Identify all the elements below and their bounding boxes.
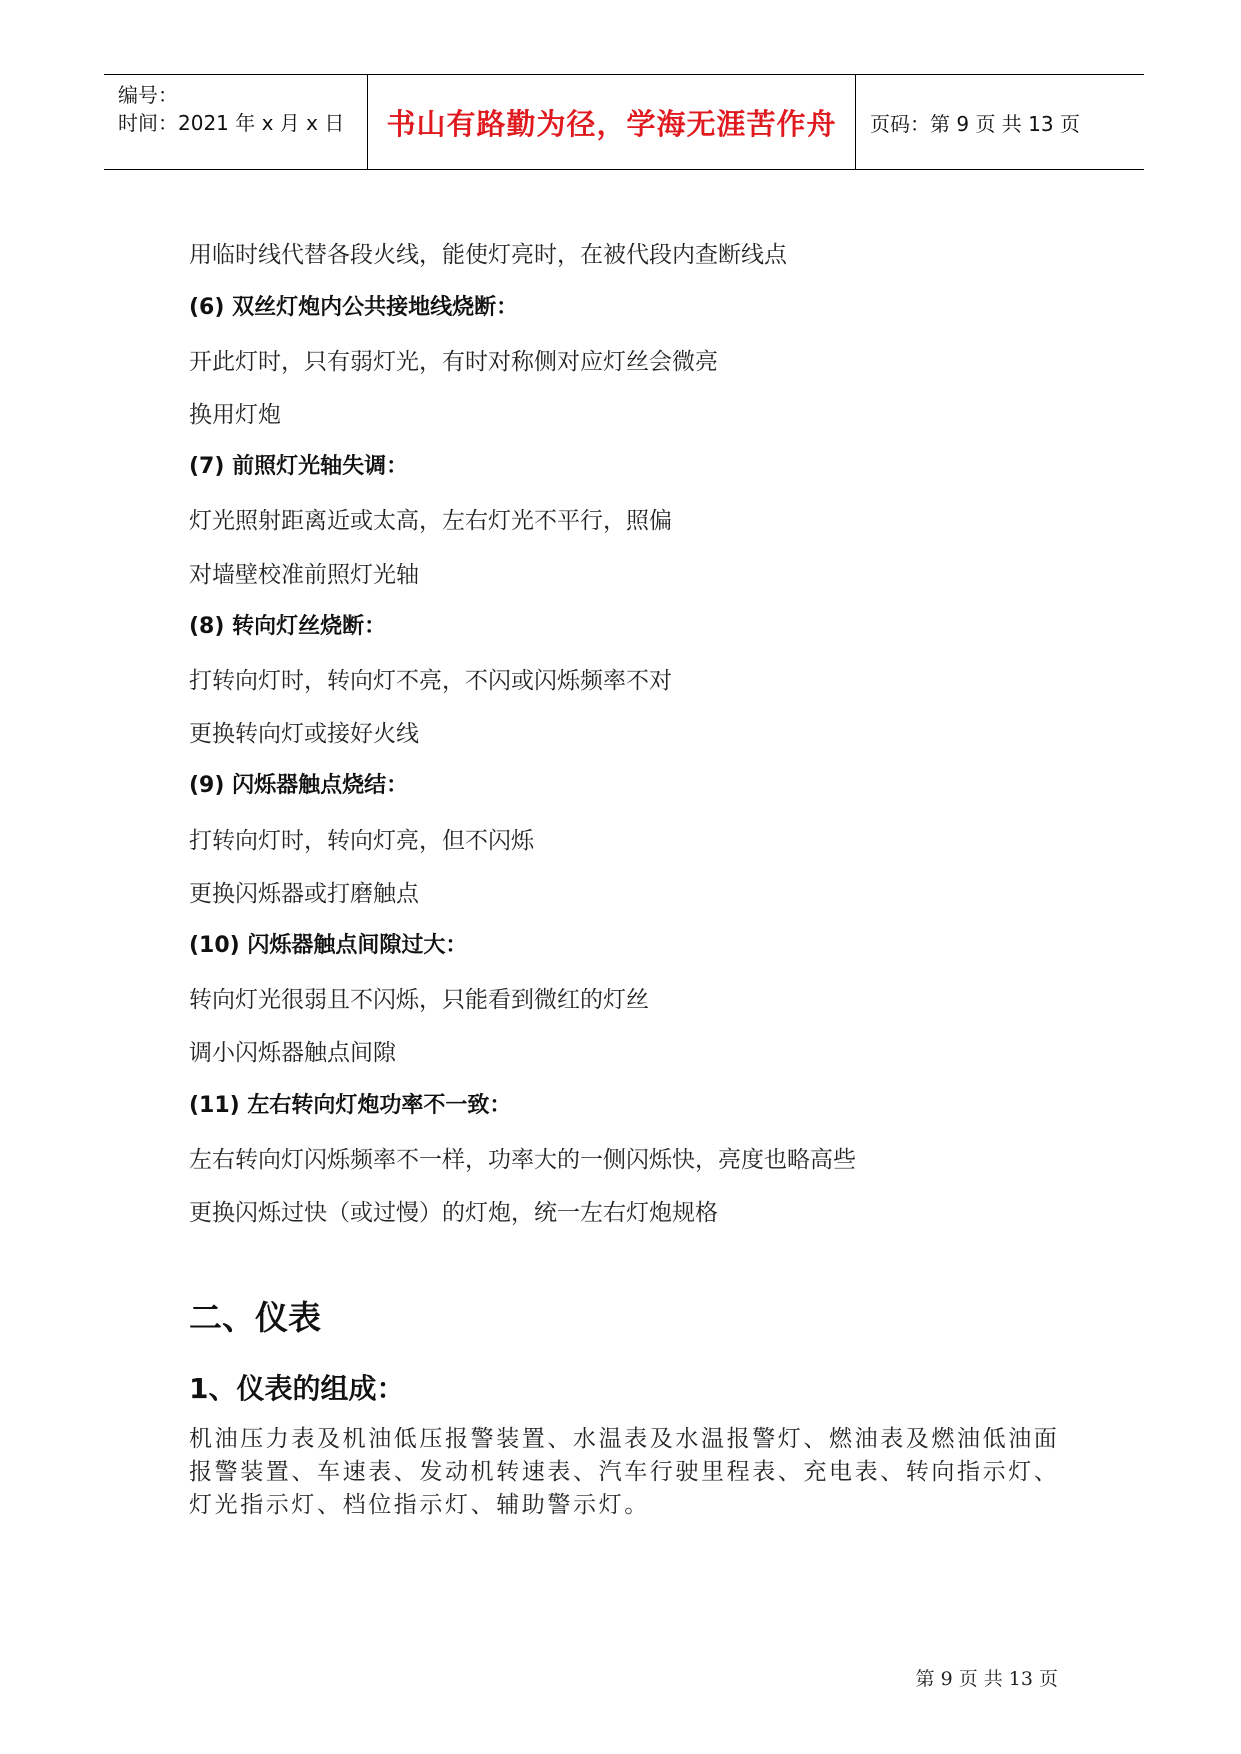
body-line: 调小闪烁器触点间隙: [189, 1040, 396, 1066]
body-line: 开此灯时，只有弱灯光，有时对称侧对应灯丝会微亮: [189, 349, 718, 375]
body-line: 打转向灯时，转向灯不亮，不闪或闪烁频率不对: [189, 668, 672, 694]
header-motto-cell: [368, 75, 856, 169]
body-line: 用临时线代替各段火线，能使灯亮时，在被代段内查断线点: [189, 242, 787, 268]
document-time: 时间：2021 年 x 月 x 日: [118, 111, 345, 135]
section-title: 二、仪表: [189, 1298, 321, 1337]
page-footer: 第 9 页 共 13 页: [915, 1668, 1058, 1690]
subsection-title: 1、仪表的组成：: [189, 1372, 405, 1405]
body-line: 左右转向灯闪烁频率不一样，功率大的一侧闪烁快，亮度也略高些: [189, 1147, 856, 1173]
body-paragraph: 机油压力表及机油低压报警装置、水温表及水温报警灯、燃油表及燃油低油面报警装置、车速表、发动机转速表、汽车行驶里程表、充电表、转向指示灯、灯光指示灯、档位指示灯、辅助警示灯。: [189, 1426, 1060, 1518]
body-line: 更换闪烁过快（或过慢）的灯炮，统一左右灯炮规格: [189, 1200, 718, 1226]
fault-heading: (10) 闪烁器触点间隙过大：: [189, 933, 468, 958]
fault-heading: (8) 转向灯丝烧断：: [189, 614, 387, 639]
fault-heading: (6) 双丝灯炮内公共接地线烧断：: [189, 295, 519, 320]
body-line: 转向灯光很弱且不闪烁，只能看到微红的灯丝: [189, 987, 649, 1013]
body-line: 更换转向灯或接好火线: [189, 721, 419, 747]
header-page-info: 页码：第 9 页 共 13 页: [870, 111, 1080, 136]
body-line: 更换闪烁器或打磨触点: [189, 881, 419, 907]
body-line: 打转向灯时，转向灯亮，但不闪烁: [189, 828, 534, 854]
document-number: 编号：: [118, 83, 178, 107]
fault-heading: (11) 左右转向灯炮功率不一致：: [189, 1093, 512, 1118]
page-header: [104, 74, 1144, 170]
body-line: 灯光照射距离近或太高，左右灯光不平行，照偏: [189, 508, 672, 534]
header-meta-cell: [104, 75, 368, 169]
header-page-cell: [856, 75, 1144, 169]
fault-heading: (7) 前照灯光轴失调：: [189, 454, 409, 479]
body-line: 对墙壁校准前照灯光轴: [189, 562, 419, 588]
fault-heading: (9) 闪烁器触点烧结：: [189, 773, 409, 798]
header-motto: 书山有路勤为径，学海无涯苦作舟: [386, 106, 837, 141]
body-line: 换用灯炮: [189, 402, 281, 428]
